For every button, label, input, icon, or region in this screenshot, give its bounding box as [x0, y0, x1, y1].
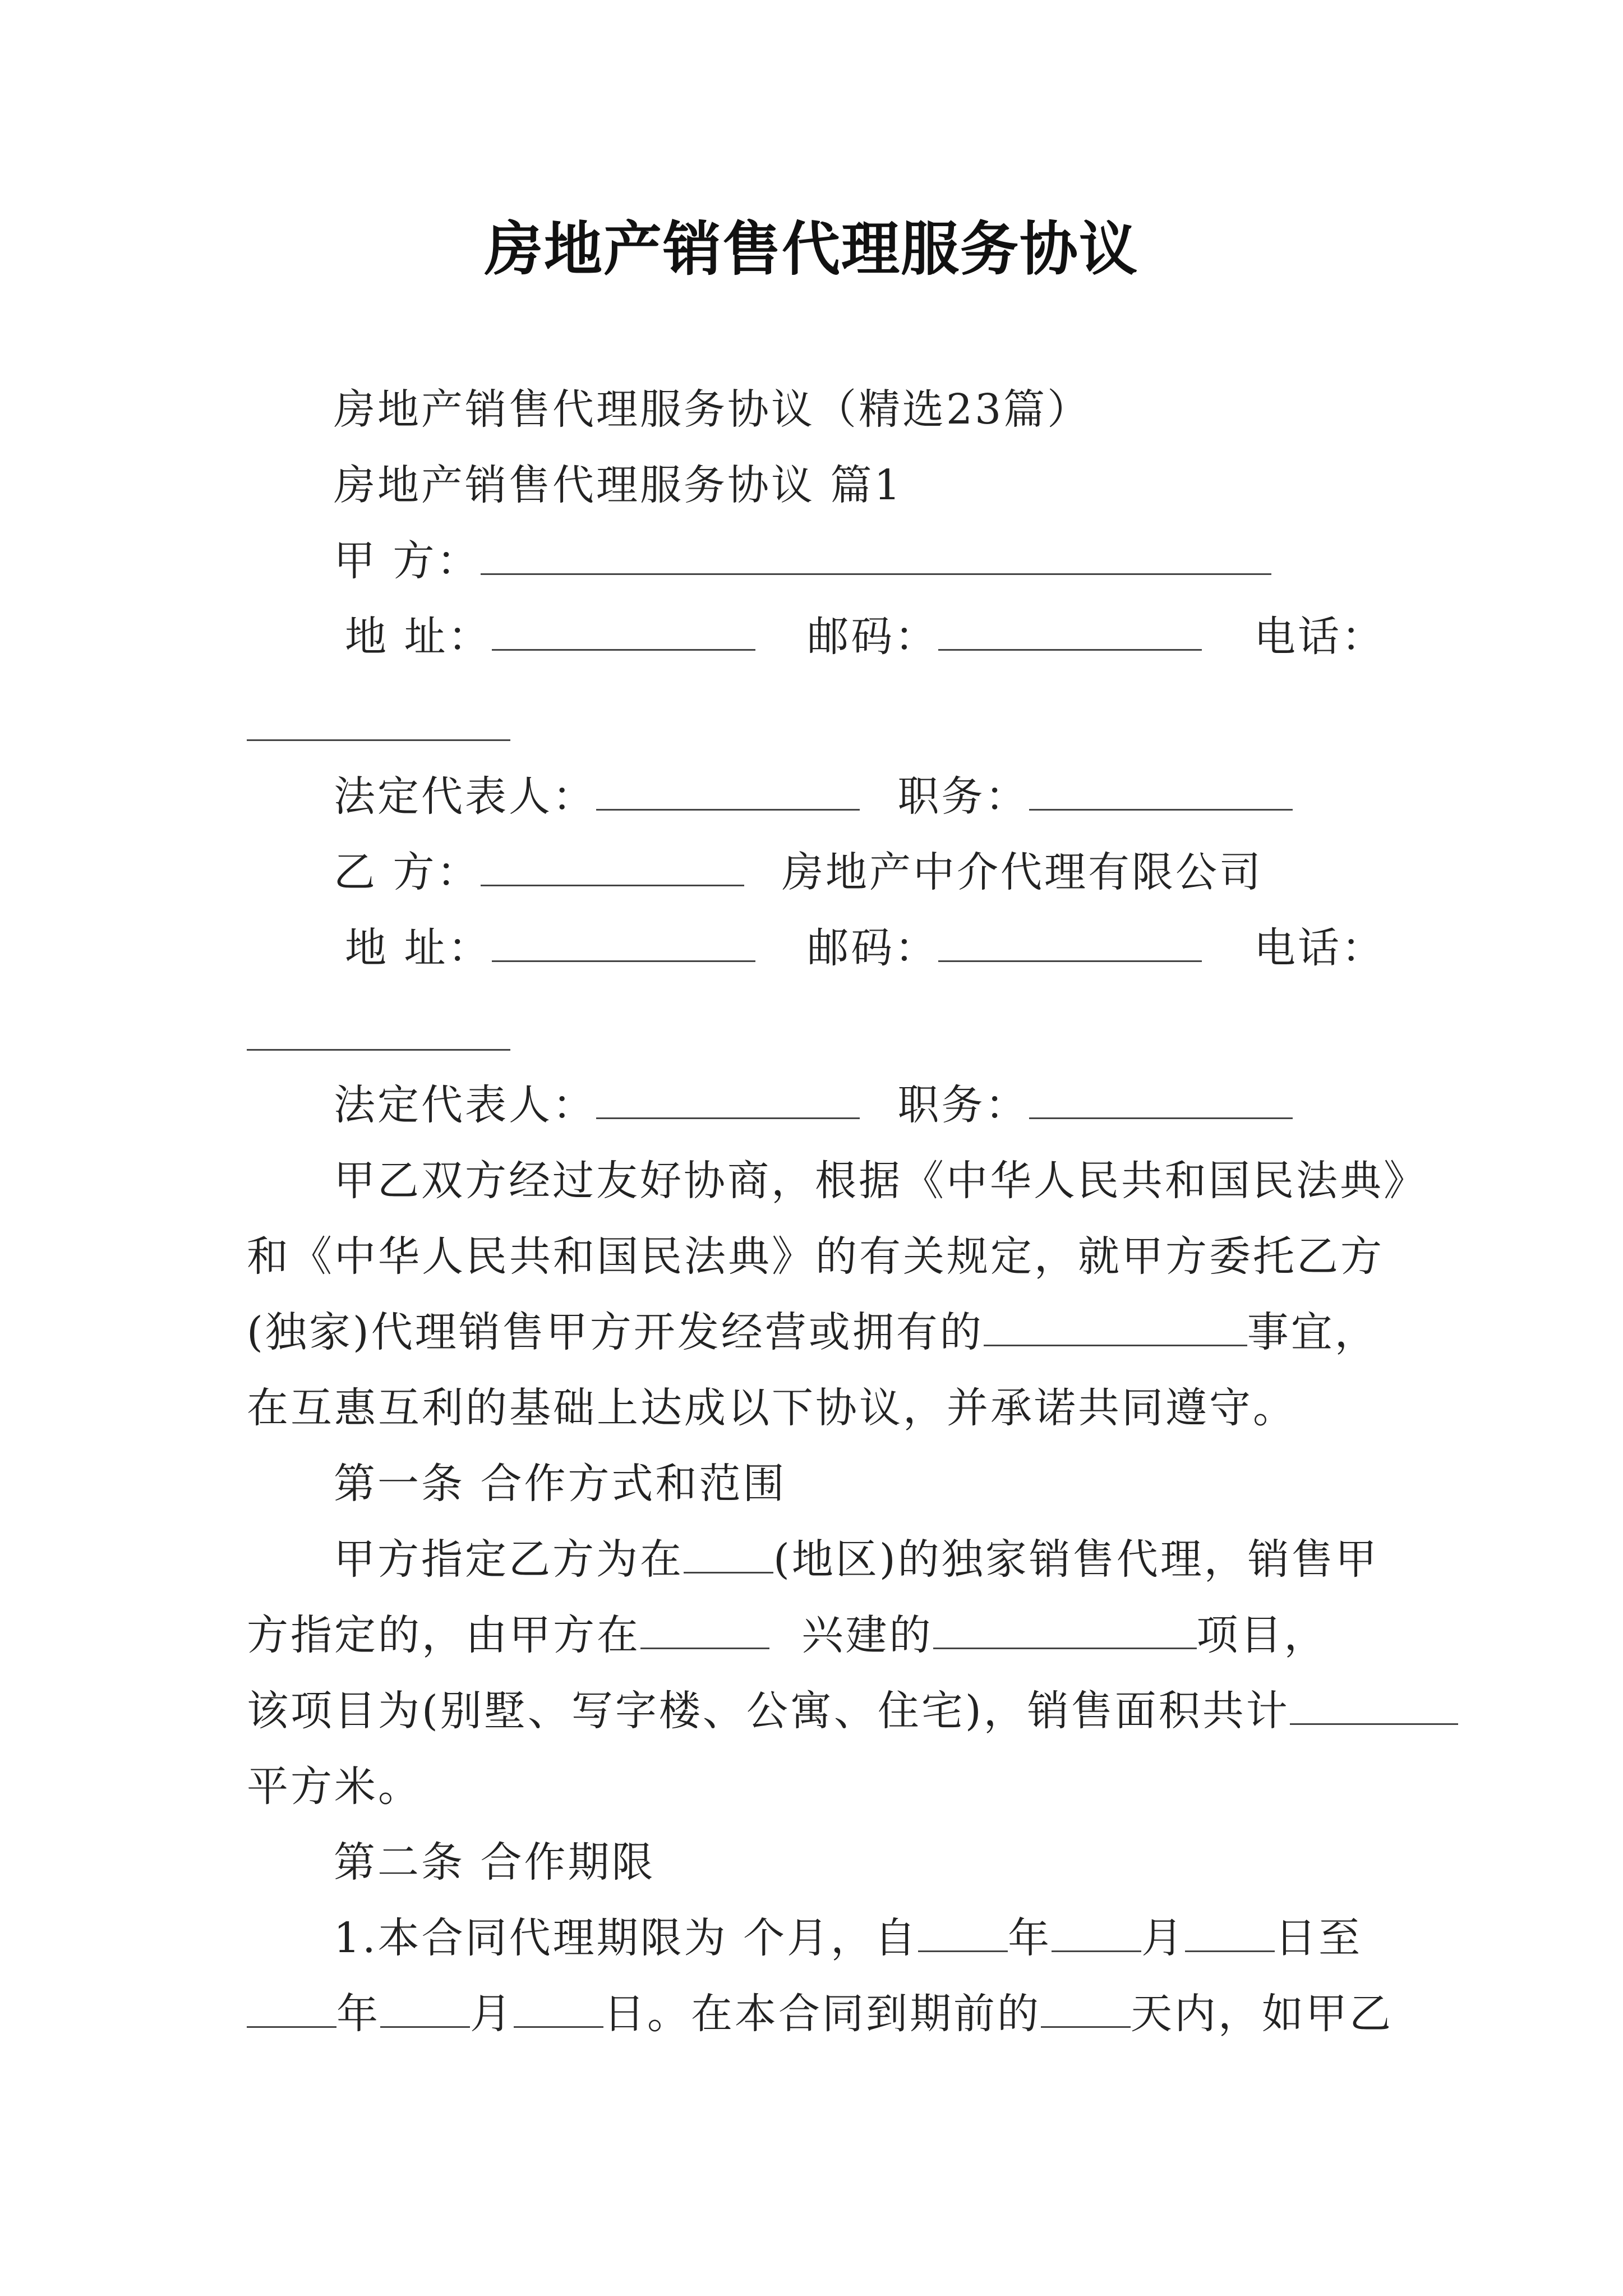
start-year-label: 年 [1008, 1914, 1052, 1962]
preamble-line-1: 甲乙双方经过友好协商，根据《中华人民共和国民法典》 [334, 1157, 1427, 1205]
party-a-rep-blank [596, 770, 860, 811]
party-a-address-label: 地 址： [345, 613, 492, 661]
days-blank [1041, 1987, 1131, 2028]
party-a-phone-label: 电话： [1254, 613, 1385, 661]
document-subtitle: 房地产销售代理服务协议（精选23篇） [334, 385, 1091, 434]
party-a-address [345, 609, 755, 665]
party-b-zip [807, 920, 1202, 976]
end-day-label: 日。在本合同到期前的 [603, 1990, 1041, 2038]
preamble-line-4: 在互惠互利的基础上达成以下协议，并承诺共同遵守。 [247, 1384, 1297, 1432]
party-b-line [334, 844, 1263, 900]
party-b-address-blank [492, 921, 755, 962]
preamble-line-2: 和《中华人民共和国民法典》的有关规定，就甲方委托乙方 [247, 1232, 1384, 1281]
party-a-zip-blank [938, 610, 1202, 651]
party-b-company-suffix: 房地产中介代理有限公司 [782, 848, 1264, 896]
area-blank [1290, 1684, 1458, 1725]
party-a-rep-line [334, 769, 1293, 825]
start-month-label: 月 [1141, 1914, 1186, 1962]
start-day-label: 日至 [1275, 1914, 1363, 1962]
start-year-blank [918, 1911, 1008, 1952]
article-2-heading: 第二条 合作期限 [334, 1838, 656, 1887]
party-b-zip-label: 邮码： [807, 924, 939, 972]
end-year-blank [247, 1987, 336, 2028]
end-month-blank [380, 1987, 470, 2028]
article-2-line-1 [334, 1910, 1362, 1966]
document-title: 房地产销售代理服务协议 [484, 214, 1138, 283]
article-2-line-2 [247, 1986, 1393, 2042]
article-1-line-1 [334, 1531, 1379, 1588]
party-b-address-line [345, 920, 1385, 976]
party-a-zip [807, 609, 1202, 665]
party-b-zip-blank [938, 921, 1202, 962]
party-a-line [334, 533, 1271, 589]
party-a-zip-label: 邮码： [807, 613, 939, 661]
start-month-blank [1052, 1911, 1141, 1952]
party-a-name-blank [481, 534, 1271, 575]
party-b-address [345, 920, 755, 976]
party-b-rep-line [334, 1077, 1293, 1133]
article-1-built-label: 兴建的 [801, 1611, 933, 1659]
party-a-position-blank [1029, 770, 1293, 811]
preamble-line-3-end: 事宜， [1247, 1308, 1378, 1356]
party-a-label: 甲 方： [334, 537, 481, 585]
section-title: 房地产销售代理服务协议 篇1 [334, 461, 903, 509]
party-a-phone-blank [247, 739, 510, 741]
party-b-position-blank [1029, 1078, 1293, 1119]
article-1-line-4: 平方米。 [247, 1763, 422, 1811]
party-b-phone-label: 电话： [1254, 924, 1385, 972]
project-name-blank [984, 1305, 1247, 1346]
party-a-rep-label: 法定代表人： [334, 772, 596, 821]
end-year-label: 年 [336, 1990, 380, 2038]
preamble-line-3-text: (独家)代理销售甲方开发经营或拥有的 [247, 1308, 984, 1356]
end-day-blank [514, 1987, 603, 2028]
article-1-line-1-end: (地区)的独家销售代理，销售甲 [773, 1535, 1379, 1584]
article-1-heading: 第一条 合作方式和范围 [334, 1460, 787, 1508]
end-month-label: 月 [470, 1990, 514, 2038]
party-a-address-line [345, 609, 1385, 665]
region-blank [684, 1533, 773, 1573]
party-b-name-blank [481, 845, 744, 886]
article-1-line-2-text: 方指定的，由甲方在 [247, 1611, 640, 1659]
project-blank [933, 1608, 1197, 1649]
article-1-line-2 [247, 1607, 1328, 1663]
article-1-line-3 [247, 1683, 1458, 1739]
party-b-rep-label: 法定代表人： [334, 1081, 596, 1129]
start-day-blank [1185, 1911, 1275, 1952]
party-b-rep-blank [596, 1078, 860, 1119]
preamble-line-3 [247, 1304, 1378, 1360]
location-blank [640, 1608, 769, 1649]
article-2-line-2-end: 天内，如甲乙 [1131, 1990, 1393, 2038]
party-b-position-label: 职务： [897, 1081, 1029, 1129]
party-b-label: 乙 方： [334, 848, 481, 896]
party-b-address-label: 地 址： [345, 924, 492, 972]
article-2-line-1-text: 1.本合同代理期限为 个月，自 [334, 1914, 919, 1962]
article-1-line-2-end: 项目， [1196, 1611, 1328, 1659]
article-1-line-3-text: 该项目为(别墅、写字楼、公寓、住宅)，销售面积共计 [247, 1687, 1290, 1735]
party-b-phone-blank [247, 1049, 510, 1051]
article-1-line-1-text: 甲方指定乙方为在 [334, 1535, 684, 1584]
party-a-position-label: 职务： [897, 772, 1029, 821]
party-a-address-blank [492, 610, 755, 651]
